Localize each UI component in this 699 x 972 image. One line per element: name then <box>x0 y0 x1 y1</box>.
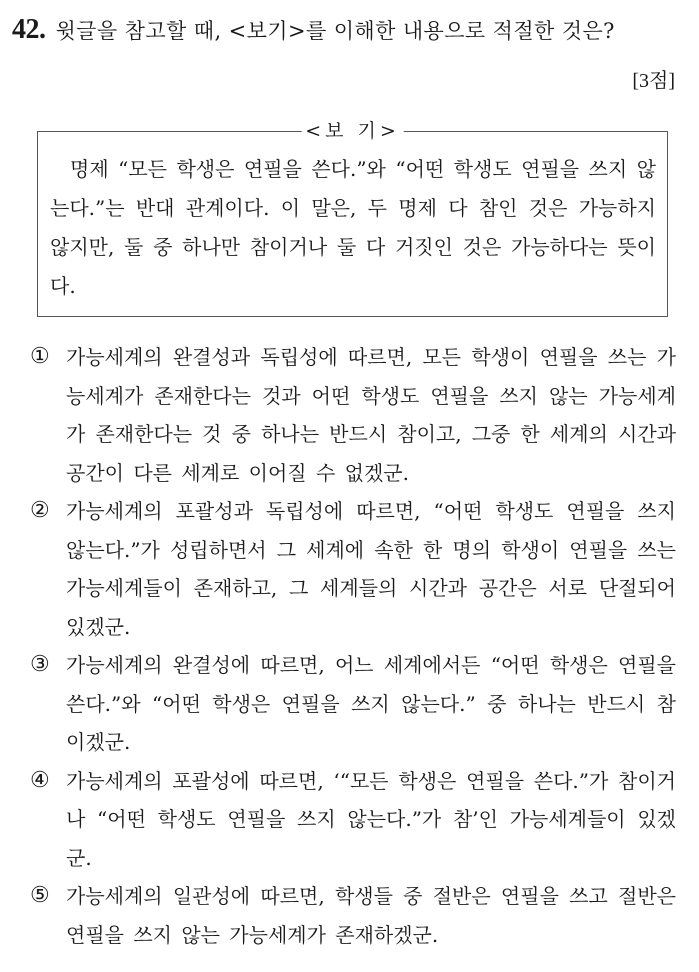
question-header <box>12 14 692 44</box>
bogi-box <box>37 120 668 317</box>
option-3[interactable] <box>24 646 676 762</box>
option-text-1: 가능세계의 완결성과 독립성에 따르면, 모든 학생이 연필을 쓰는 가능세계가 존재한다는 것과 어떤 학생도 연필을 쓰지 않는 가능세계가 존재한다는 것 중 하나는 반드시 참이고, 그중 한 세계의 시간과 공간이 다른 세계로 이어질 수 없겠군. <box>66 345 676 485</box>
option-text-2: 가능세계의 포괄성과 독립성에 따르면, “어떤 학생도 연필을 쓰지 않는다.”가 성립하면서 그 세계에 속한 한 명의 학생이 연필을 쓰는 가능세계들이 존재하고, 그 세계들의 시간과 공간은 서로 단절되어 있겠군. <box>66 499 676 639</box>
option-marker-3: ③ <box>30 652 50 677</box>
option-5[interactable] <box>24 877 676 954</box>
question-number: 42. <box>12 14 46 45</box>
bogi-title: <보 기> <box>301 118 404 144</box>
option-text-5: 가능세계의 일관성에 따르면, 학생들 중 절반은 연필을 쓰고 절반은 연필을 쓰지 않는 가능세계가 존재하겠군. <box>66 884 676 947</box>
option-marker-5: ⑤ <box>30 883 50 908</box>
bogi-body: 명제 “모든 학생은 연필을 쓴다.”와 “어떤 학생도 연필을 쓰지 않는다.”는 반대 관계이다. 이 말은, 두 명제 다 참인 것은 가능하지 않지만, 둘 중 하나만 참이거나 둘 다 거짓인 것은 가능하다는 뜻이다. <box>50 157 656 298</box>
option-marker-4: ④ <box>30 767 50 793</box>
option-1[interactable] <box>24 338 676 492</box>
option-marker-1: ① <box>30 344 50 369</box>
question-points: [3점] <box>632 70 675 92</box>
option-4[interactable] <box>24 762 676 878</box>
question-prompt: 윗글을 참고할 때, <보기>를 이해한 내용으로 적절한 것은? <box>55 19 615 43</box>
answer-options <box>24 338 676 954</box>
option-marker-2: ② <box>30 498 50 523</box>
option-text-4: 가능세계의 포괄성에 따르면, ‘“모든 학생은 연필을 쓴다.”가 참이거나 “어떤 학생도 연필을 쓰지 않는다.”가 참’인 가능세계들이 있겠군. <box>66 768 676 870</box>
option-text-3: 가능세계의 완결성에 따르면, 어느 세계에서든 “어떤 학생은 연필을 쓴다.”와 “어떤 학생은 연필을 쓰지 않는다.” 중 하나는 반드시 참이겠군. <box>66 653 676 754</box>
option-2[interactable] <box>24 492 676 646</box>
